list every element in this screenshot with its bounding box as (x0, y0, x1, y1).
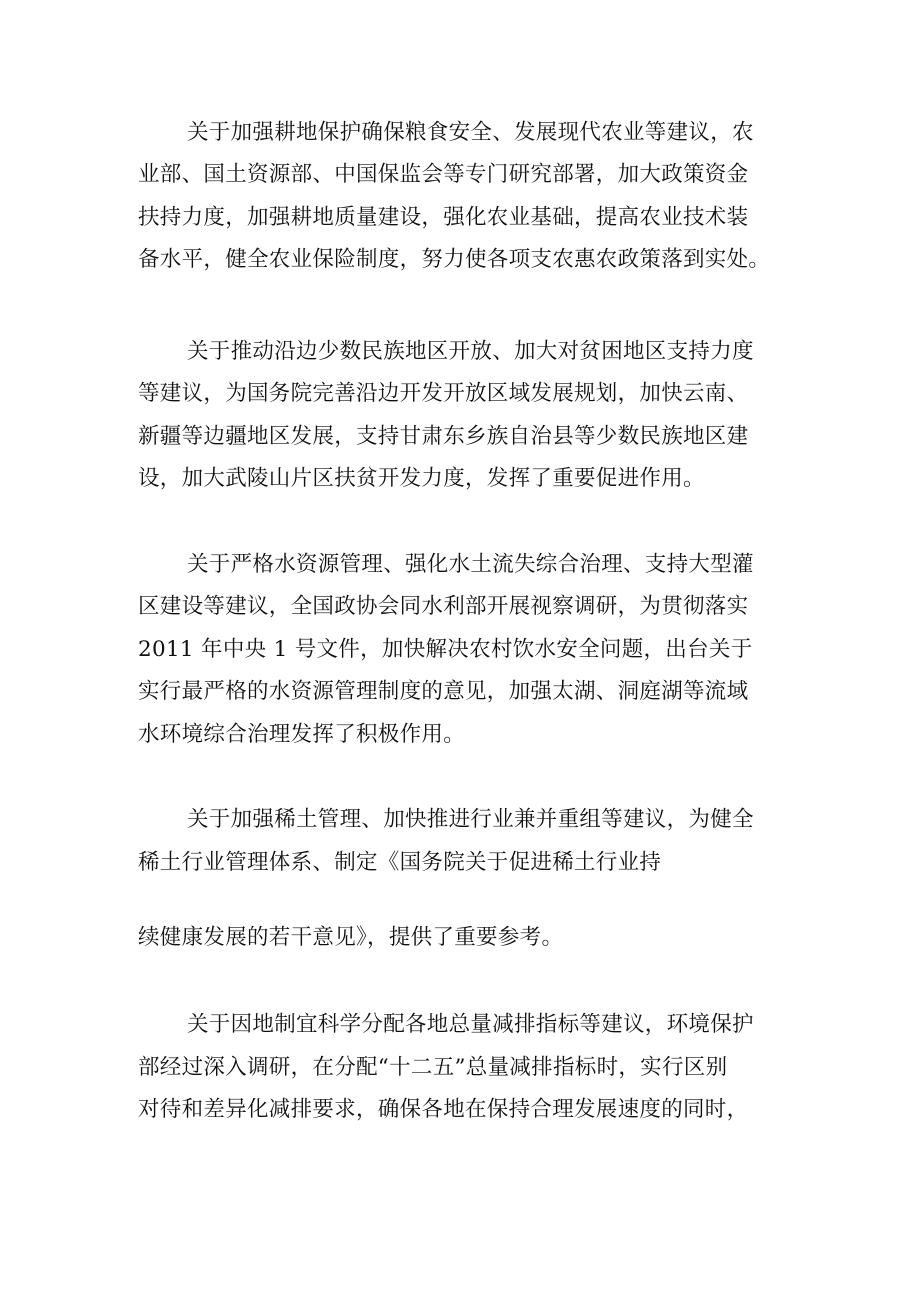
text-line: 关于严格水资源管理、强化水土流失综合治理、支持大型灌 (187, 552, 754, 577)
text-line: 部经过深入调研，在分配“十二五”总量减排指标时，实行区别 (138, 1055, 728, 1080)
text-line: 备水平，健全农业保险制度，努力使各项支农惠农政策落到实处。 (138, 247, 771, 272)
text-line: 关于因地制宜科学分配各地总量减排指标等建议，环境保护 (187, 1012, 754, 1037)
text-line: 续健康发展的若干意见》，提供了重要参考。 (138, 925, 564, 950)
text-line: 2011 年中央 1 号文件，加快解决农村饮水安全问题，出台关于 (138, 637, 753, 662)
text-line: 等建议，为国务院完善沿边开发开放区域发展规划，加快云南、 (138, 381, 749, 406)
text-line: 水环境综合治理发挥了积极作用。 (138, 722, 466, 747)
text-line: 业部、国土资源部、中国保监会等专门研究部署，加大政策资金 (138, 162, 749, 187)
text-line: 关于推动沿边少数民族地区开放、加大对贫困地区支持力度 (187, 339, 754, 364)
text-line: 设，加大武陵山片区扶贫开发力度，发挥了重要促进作用。 (138, 466, 705, 491)
text-line: 区建设等建议，全国政协会同水利部开展视察调研，为贯彻落实 (138, 594, 749, 619)
text-line: 关于加强稀土管理、加快推进行业兼并重组等建议，为健全 (187, 807, 754, 832)
text-line: 对待和差异化减排要求，确保各地在保持合理发展速度的同时， (138, 1097, 749, 1122)
text-line: 稀土行业管理体系、制定《国务院关于促进稀土行业持 (138, 850, 662, 875)
text-line: 关于加强耕地保护确保粮食安全、发展现代农业等建议，农 (187, 120, 754, 145)
text-line: 扶持力度，加强耕地质量建设，强化农业基础，提高农业技术装 (138, 205, 749, 230)
text-line: 实行最严格的水资源管理制度的意见，加强太湖、洞庭湖等流域 (138, 679, 749, 704)
text-line: 新疆等边疆地区发展，支持甘肃东乡族自治县等少数民族地区建 (138, 424, 749, 449)
